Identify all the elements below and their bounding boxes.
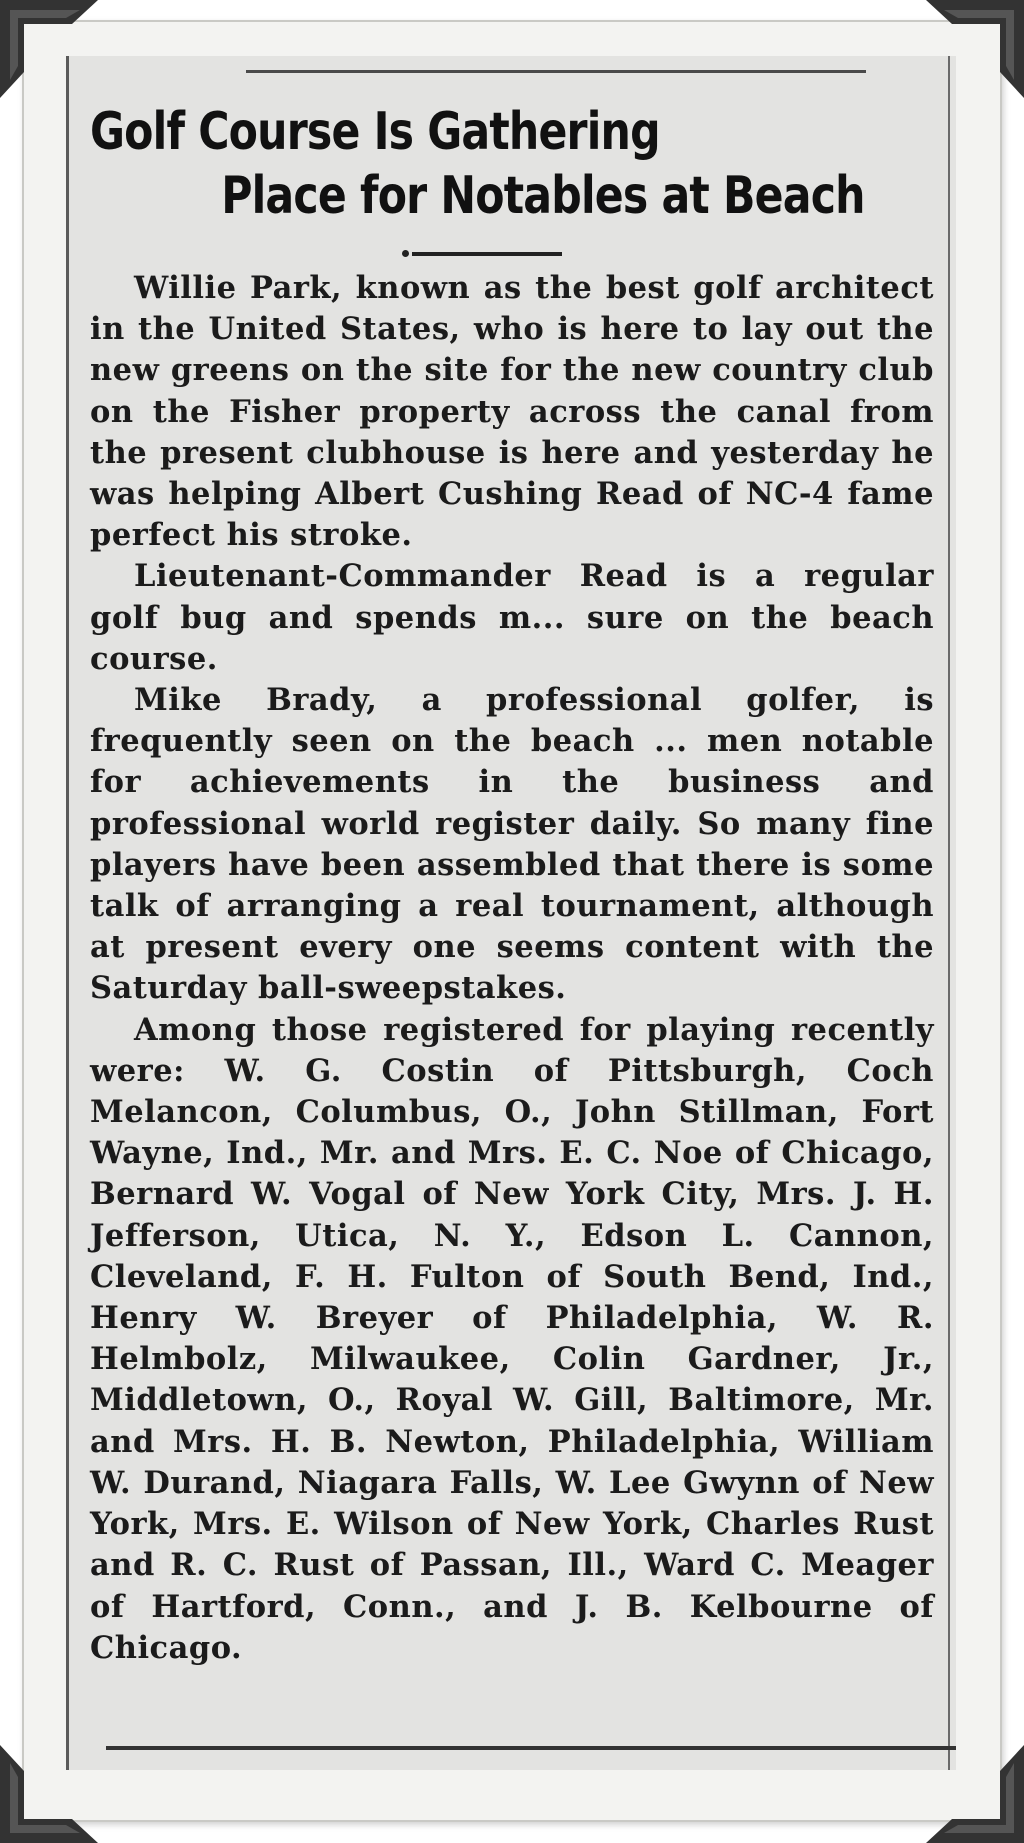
headline-divider xyxy=(412,252,562,256)
newspaper-clipping xyxy=(66,56,956,1770)
column-rule-left xyxy=(66,56,69,1770)
headline xyxy=(90,56,926,228)
headline-line-1: Golf Course Is Gathering xyxy=(90,102,660,162)
article-body xyxy=(90,268,934,1669)
headline-line-2: Place for Notables at Beach xyxy=(221,166,865,226)
paragraph-4: Among those registered for playing recently were: W. G. Costin of Pittsburgh, Coch Melancon, Columbus, O., John Stillman, Fort Wayne, Ind., Mr. and Mrs. E. C. Noe of Chicago, Bernard W. Vogal of New York City, Mrs. J. H. Jefferson, Utica, N. Y., Edson L. Cannon, Cleveland, F. H. Fulton of South Bend, Ind., Henry W. Breyer of Philadelphia, W. R. Helmbolz, Milwaukee, Colin Gardner, Jr., Middletown, O., Royal W. Gill, Baltimore, Mr. and Mrs. H. B. Newton, Philadelphia, William W. Durand, Niagara Falls, W. Lee Gwynn of New York, Mrs. E. Wilson of New York, Charles Rust and R. C. Rust of Passan, Ill., Ward C. Meager of Hartford, Conn., and J. B. Kelbourne of Chicago. xyxy=(90,1011,934,1666)
column-rule-right xyxy=(948,56,950,1770)
bottom-rule xyxy=(106,1746,956,1750)
paragraph-3: Mike Brady, a professional golfer, is frequently seen on the beach ... men notable for achievements in the business and professional world register daily. So many fine players have been assembled that there is some talk of arranging a real tournament, although at present every one seems content with the Saturday ball-sweepstakes. xyxy=(90,682,934,1007)
paragraph-2: Lieutenant-Commander Read is a regular golf bug and spends m... sure on the beach course. xyxy=(90,558,934,677)
paragraph-1: Willie Park, known as the best golf architect in the United States, who is here to lay out the new greens on the site for the new country club on the Fisher property across the canal from the present clubhouse is here and yesterday he was helping Albert Cushing Read of NC-4 fame perfect his stroke. xyxy=(90,270,934,554)
